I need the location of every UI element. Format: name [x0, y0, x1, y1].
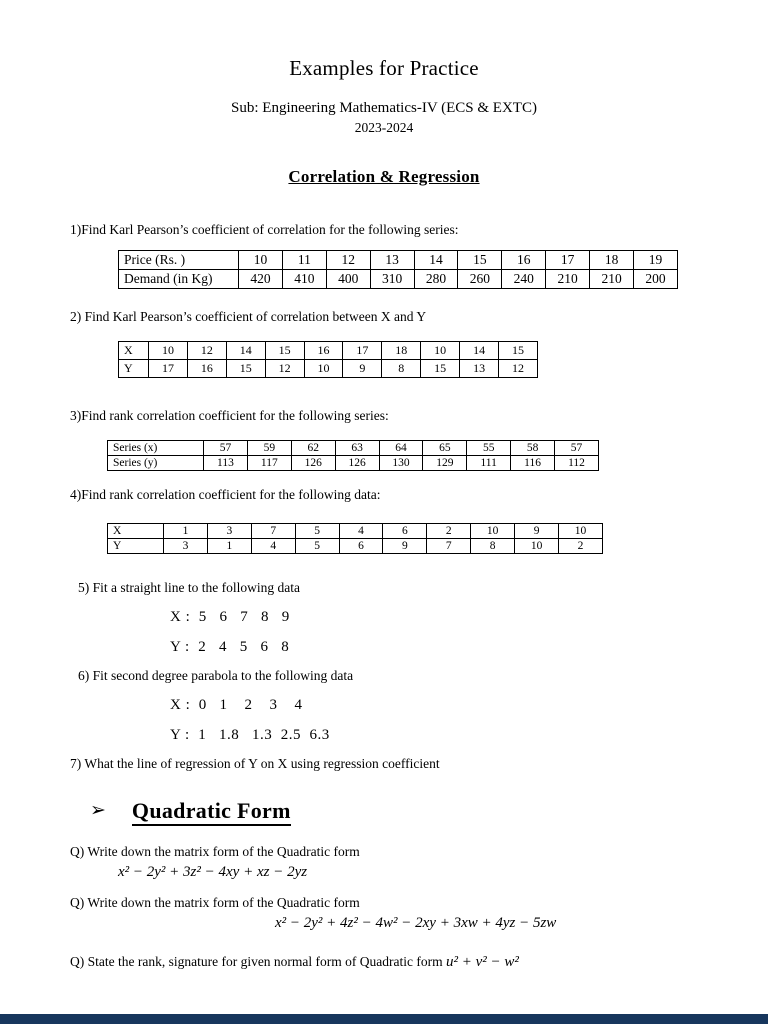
table-cell: 280: [414, 270, 458, 289]
table-cell: 126: [291, 456, 335, 471]
question-6-y-values: Y : 1 1.8 1.3 2.5 6.3: [170, 727, 330, 743]
viewer-footer-bar: [0, 1014, 768, 1024]
table-cell: X: [119, 342, 149, 360]
table-row: [108, 441, 599, 456]
table-cell: 16: [187, 360, 226, 378]
price-demand-table: [118, 250, 678, 289]
quadratic-question-a: Q) Write down the matrix form of the Quadratic form: [70, 844, 360, 859]
table-cell: 15: [265, 342, 304, 360]
table-cell: 129: [423, 456, 467, 471]
table-row: [108, 456, 599, 471]
table-cell: 5: [295, 524, 339, 539]
table-cell: 17: [546, 251, 590, 270]
table-cell: 10: [515, 539, 559, 554]
section-heading-correlation: Correlation & Regression: [288, 167, 480, 186]
table-cell: 16: [502, 251, 546, 270]
table-cell: 9: [343, 360, 382, 378]
table-cell: 63: [335, 441, 379, 456]
table-cell: 12: [265, 360, 304, 378]
table-cell: 18: [590, 251, 634, 270]
quadratic-expression-c: u² + v² − w²: [446, 954, 519, 970]
table-cell: 3: [207, 524, 251, 539]
table-cell: 112: [555, 456, 599, 471]
quadratic-form-title: Quadratic Form: [132, 798, 291, 826]
table-cell: 2: [559, 539, 603, 554]
table-cell: Y: [119, 360, 149, 378]
table-cell: 4: [339, 524, 383, 539]
question-6: 6) Fit second degree parabola to the following data: [78, 668, 354, 683]
table-cell: 12: [499, 360, 538, 378]
question-2: 2) Find Karl Pearson’s coefficient of correlation between X and Y: [70, 309, 427, 324]
table-cell: Demand (in Kg): [119, 270, 239, 289]
table-row: [119, 342, 538, 360]
table-cell: 200: [634, 270, 678, 289]
table-cell: 15: [421, 360, 460, 378]
table-cell: 4: [251, 539, 295, 554]
table-cell: 14: [460, 342, 499, 360]
table-cell: 10: [471, 524, 515, 539]
table-cell: 14: [226, 342, 265, 360]
table-cell: 5: [295, 539, 339, 554]
table-cell: 62: [291, 441, 335, 456]
table-row: [119, 360, 538, 378]
table-cell: 116: [511, 456, 555, 471]
question-3: 3)Find rank correlation coefficient for the following series:: [70, 408, 389, 423]
table-cell: X: [108, 524, 164, 539]
table-cell: 15: [226, 360, 265, 378]
table-cell: 10: [421, 342, 460, 360]
table-cell: 58: [511, 441, 555, 456]
table-cell: 7: [427, 539, 471, 554]
table-cell: 2: [427, 524, 471, 539]
title-block: [70, 56, 698, 136]
table-cell: 310: [370, 270, 414, 289]
table-cell: 7: [251, 524, 295, 539]
table-cell: 55: [467, 441, 511, 456]
series-xy-table: [107, 440, 599, 471]
table-cell: 12: [187, 342, 226, 360]
table-cell: 210: [546, 270, 590, 289]
question-5: 5) Fit a straight line to the following data: [78, 580, 300, 595]
table-cell: 130: [379, 456, 423, 471]
table-cell: 400: [326, 270, 370, 289]
table-cell: 6: [383, 524, 427, 539]
table-cell: 3: [164, 539, 208, 554]
table-cell: 59: [247, 441, 291, 456]
table-cell: 18: [382, 342, 421, 360]
table-cell: 260: [458, 270, 502, 289]
rank-data-table: [107, 523, 603, 554]
table-cell: Series (y): [108, 456, 204, 471]
table-cell: 15: [458, 251, 502, 270]
table-cell: Y: [108, 539, 164, 554]
quadratic-question-b: Q) Write down the matrix form of the Quadratic form: [70, 895, 360, 910]
table-cell: 19: [634, 251, 678, 270]
table-cell: 10: [559, 524, 603, 539]
table-cell: 240: [502, 270, 546, 289]
question-1: 1)Find Karl Pearson’s coefficient of correlation for the following series:: [70, 222, 459, 237]
table-cell: 14: [414, 251, 458, 270]
table-cell: 12: [326, 251, 370, 270]
table-cell: 117: [247, 456, 291, 471]
table-cell: 57: [204, 441, 248, 456]
table-cell: 17: [343, 342, 382, 360]
table-cell: 126: [335, 456, 379, 471]
table-cell: 8: [382, 360, 421, 378]
question-6-x-values: X : 0 1 2 3 4: [170, 697, 303, 713]
question-5-x-values: X : 5 6 7 8 9: [170, 609, 290, 625]
table-cell: 16: [304, 342, 343, 360]
table-cell: 11: [282, 251, 326, 270]
table-cell: 10: [239, 251, 283, 270]
table-cell: 410: [282, 270, 326, 289]
table-cell: 10: [304, 360, 343, 378]
table-cell: Series (x): [108, 441, 204, 456]
table-row: [108, 539, 603, 554]
quadratic-question-c: [70, 954, 698, 971]
table-cell: 13: [460, 360, 499, 378]
table-cell: 6: [339, 539, 383, 554]
table-cell: 9: [515, 524, 559, 539]
table-row: [119, 270, 678, 289]
section-heading-quadratic: [70, 798, 698, 824]
table-cell: 111: [467, 456, 511, 471]
table-cell: 17: [149, 360, 188, 378]
table-cell: 210: [590, 270, 634, 289]
table-cell: 65: [423, 441, 467, 456]
table-cell: 1: [164, 524, 208, 539]
academic-year: 2023-2024: [354, 120, 414, 135]
question-4: 4)Find rank correlation coefficient for the following data:: [70, 487, 381, 502]
quadratic-expression-a: x² − 2y² + 3z² − 4xy + xz − 2yz: [118, 864, 308, 880]
quadratic-question-c-text: Q) State the rank, signature for given normal form of Quadratic form: [70, 954, 447, 969]
table-cell: 8: [471, 539, 515, 554]
table-cell: 420: [239, 270, 283, 289]
arrow-bullet-icon: ➢: [90, 800, 106, 821]
table-cell: 15: [499, 342, 538, 360]
table-cell: Price (Rs. ): [119, 251, 239, 270]
table-cell: 64: [379, 441, 423, 456]
table-cell: 1: [207, 539, 251, 554]
subject-line: Sub: Engineering Mathematics-IV (ECS & EXTC): [231, 100, 537, 116]
table-cell: 57: [555, 441, 599, 456]
table-cell: 113: [204, 456, 248, 471]
table-cell: 13: [370, 251, 414, 270]
page-title: Examples for Practice: [289, 56, 479, 80]
table-row: [108, 524, 603, 539]
quadratic-expression-b: x² − 2y² + 4z² − 4w² − 2xy + 3xw + 4yz − 5zw: [275, 915, 557, 931]
table-cell: 10: [149, 342, 188, 360]
table-cell: 9: [383, 539, 427, 554]
table-row: [119, 251, 678, 270]
xy-correlation-table: [118, 341, 538, 378]
question-7: 7) What the line of regression of Y on X using regression coefficient: [70, 756, 440, 771]
question-5-y-values: Y : 2 4 5 6 8: [170, 639, 290, 655]
